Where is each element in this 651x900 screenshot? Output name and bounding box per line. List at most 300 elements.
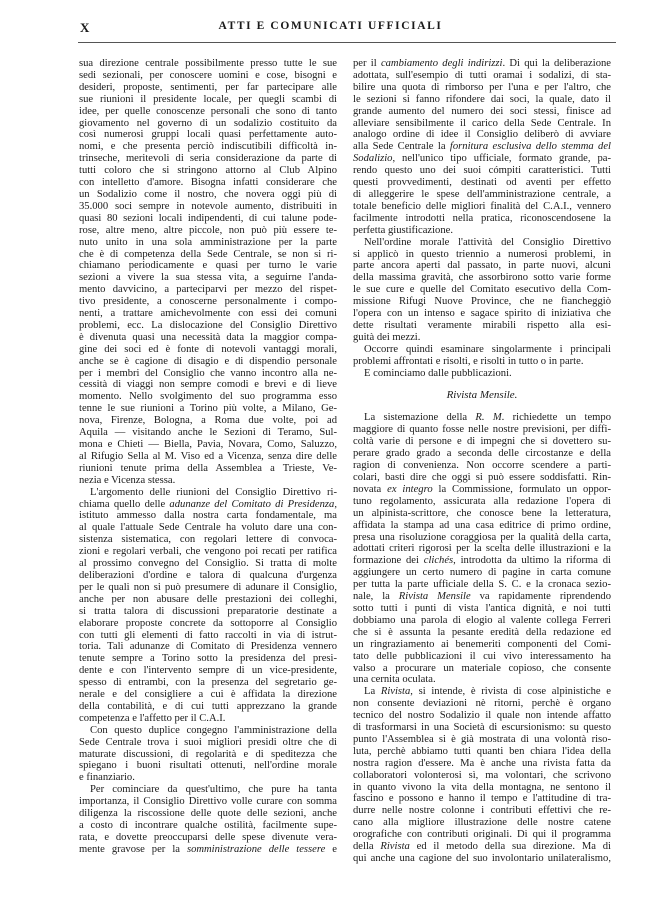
text-line	[79, 487, 337, 499]
text-run: bilire una quota di rimborso per l'una e per l'altro, che	[353, 81, 611, 93]
text-line	[353, 82, 611, 94]
text-run: E cominciamo dalle pubblicazioni.	[364, 367, 512, 379]
text-line	[79, 606, 337, 618]
text-line	[353, 368, 611, 380]
text-run: formazione dei	[353, 555, 424, 567]
text-run: l'opera con un intenso e sagace spirito di iniziativa che	[353, 308, 611, 320]
text-run: alleviare sensibilmente il carico della Sede Centrale. In	[353, 117, 611, 129]
text-line	[79, 546, 337, 558]
italic-text: somministrazione delle tessere	[186, 843, 326, 855]
text-run: tato delle pubblicazioni il cui vivo interessamento ha	[353, 650, 611, 662]
text-run: questi provvedimenti, destinati od aventi per effetto	[353, 177, 611, 189]
text-run: diligenza la riscossione delle quote delle sezioni, anche	[79, 808, 337, 820]
text-run: Aquila — visitando anche le Sezioni di Teramo, Sul-	[79, 427, 337, 439]
text-run: , nell'unico tipo ufficiale, formato grande, pa-	[392, 153, 611, 165]
text-run: rendo questo uno dei suoi cómpiti caratteristici. Tutti	[353, 165, 611, 177]
text-line	[353, 591, 611, 603]
text-run: problemi affrontati e risolti, e risolti in tutto o in parte.	[353, 355, 584, 367]
text-line	[79, 356, 337, 368]
text-run: quasi 80 sezioni locali indipendenti, di cui talune pode-	[79, 212, 337, 224]
text-line	[79, 796, 337, 808]
text-run: le sezioni si fanno rifondere dai soci, la quale, dato il	[353, 93, 611, 105]
text-run: giovamento nel governo di un sodalizio costituito da	[79, 117, 337, 129]
text-run: perare grado grado a seconda delle circostanze e della	[353, 448, 611, 460]
text-line	[79, 177, 337, 189]
text-run: aggiungere un certo numero di pagine in carta comune	[353, 567, 611, 579]
text-line	[353, 543, 611, 555]
text-run: anche per non abusare delle prestazioni dei colleghi,	[79, 593, 337, 605]
text-line	[79, 284, 337, 296]
text-run: riunioni tenute prima della Assemblea a Trieste, Ve-	[79, 462, 337, 474]
text-line	[79, 415, 337, 427]
text-run: maggiore di quanto fosse nelle nostre previsioni, per diffi-	[353, 424, 611, 436]
text-run: tutti coloro che si stringono attorno al Club Alpino	[79, 165, 337, 177]
text-line	[353, 118, 611, 130]
text-run: L'argomento delle riunioni del Consiglio Direttivo ri-	[90, 486, 337, 498]
text-line	[79, 630, 337, 642]
text-line	[79, 427, 337, 439]
text-line	[353, 579, 611, 591]
text-run: Per cominciare da quest'ultimo, che pure ha tanta	[90, 784, 337, 796]
text-run: durre nelle nostre colonne i contributi effettivi che re-	[353, 805, 611, 817]
text-run: va rapidamente riprendendo	[470, 591, 611, 603]
text-line	[353, 532, 611, 544]
text-run: nuto unito in una sola amministrazione per la parte	[79, 236, 337, 248]
text-run: parte ancora aperti dal passato, in parte nuovi, alcuni	[353, 260, 611, 272]
text-line	[353, 758, 611, 770]
text-run: chiamano periodicamente e quasi per turno le varie	[79, 260, 337, 272]
text-run: dente e con l'intervento sempre di un vice-presidente,	[79, 665, 337, 677]
paragraph	[79, 784, 337, 855]
text-run: presa una risoluzione coraggiosa per la qualità della carta,	[353, 531, 611, 543]
text-run: in quanto vivono la vita della montagna, ne sentono il	[353, 781, 611, 793]
text-line	[353, 213, 611, 225]
text-line	[79, 653, 337, 665]
text-line	[353, 260, 611, 272]
text-run: di alleggerire le spese dell'amministrazione centrale, a	[353, 188, 611, 200]
text-run: nova, Firenze, Bologna, a Roma due volte, poi ad	[79, 415, 337, 427]
text-line	[79, 272, 337, 284]
text-line	[353, 106, 611, 118]
text-line	[353, 698, 611, 710]
text-run: della massima gravità, che assorbirono sotto varie forme	[353, 272, 611, 284]
text-line	[79, 213, 337, 225]
text-line	[353, 567, 611, 579]
text-run: adottata, sull'esempio di tutti oramai i sodalizi, di sta-	[353, 69, 611, 81]
text-line	[79, 70, 337, 82]
text-line	[79, 189, 337, 201]
text-line	[353, 344, 611, 356]
text-line	[79, 760, 337, 772]
text-run: con tutti gli elementi di fatto raccolti in via di istrut-	[79, 629, 337, 641]
text-line	[353, 412, 611, 424]
text-line	[353, 448, 611, 460]
text-run: della contabilità, e di cui tutti apprezzano la grande	[79, 700, 337, 712]
text-run: tenne le sue riunioni a Torino più volte, a Milano, Ge-	[79, 403, 337, 415]
text-line	[353, 296, 611, 308]
text-line	[353, 249, 611, 261]
text-run: al quale l'attuale Sede Centrale ha voluto dare una con-	[79, 522, 337, 534]
text-run: rose, altre meno, altre piccole, non può più essere te-	[79, 224, 337, 236]
text-run: totale beneficio delle migliori finalità del C.A.I., vennero	[353, 200, 611, 212]
text-run: cessità di viaggi non sempre comodi e brevi e di lieve	[79, 379, 337, 391]
text-run: orografiche con contributi originali. Di qui il programma	[353, 829, 611, 841]
text-run: a costo di incontrare qualche ostilità, facilmente supe-	[79, 820, 337, 831]
text-line	[79, 201, 337, 213]
text-run: per tutta la parte ufficiale della S. C. e la cronaca sezio-	[353, 579, 611, 591]
text-run: La sistemazione della	[364, 412, 476, 424]
text-line	[353, 603, 611, 615]
text-run: novata	[353, 483, 388, 495]
text-run: non consente deviazioni nè ritorni, perchè è organo	[353, 698, 611, 710]
text-line	[79, 141, 337, 153]
text-line	[79, 713, 337, 725]
text-line	[79, 451, 337, 463]
text-line	[353, 177, 611, 189]
italic-text: cambiamento degli indirizzi	[380, 58, 503, 69]
text-line	[79, 570, 337, 582]
text-run: qui anche una cagione del suo involontario unilateralismo,	[353, 853, 611, 864]
text-line	[353, 555, 611, 567]
text-run: tuno regolamento, assicurata alla redazione l'opera di	[353, 495, 611, 507]
text-line	[79, 296, 337, 308]
text-run: perfetta giustificazione.	[353, 224, 454, 236]
text-line	[79, 737, 337, 749]
italic-text: adunanze del Comitato di Presidenza	[169, 498, 335, 510]
text-run: , introdotta da ultimo la riforma di	[453, 555, 612, 567]
italic-text: ex integro	[387, 483, 433, 495]
text-run: La	[364, 686, 381, 698]
text-run: per i membri del Consiglio che vanno incontro alla ne-	[79, 367, 337, 379]
text-line	[353, 686, 611, 698]
text-run: nenti, a trattare amichevolmente con essi dei comuni	[79, 308, 337, 320]
text-run: sua direzione centrale possibilmente presso tutte le sue	[79, 58, 337, 69]
italic-text: clichés	[423, 555, 454, 567]
text-line	[79, 665, 337, 677]
text-line	[353, 141, 611, 153]
text-run: elaborare proposte concrete da sottoporre al Consiglio	[79, 617, 337, 629]
text-line	[353, 153, 611, 165]
text-run: nale, la	[353, 591, 399, 603]
text-run: nomi, e che presenta perciò indiscutibili difficoltà in-	[79, 141, 337, 153]
text-line	[79, 225, 337, 237]
text-line	[353, 225, 611, 237]
text-line	[79, 522, 337, 534]
text-run: la Commissione, formulato un oppor-	[432, 483, 611, 495]
text-run: luta, perchè abbiamo tutti quanti ben chiara l'idea della	[353, 745, 611, 757]
text-run: tecnico del nostro Sodalizio il quale non intende affatto	[353, 710, 611, 722]
paragraph	[79, 487, 337, 725]
text-run: un ringraziamento ai benemeriti componenti del Comi-	[353, 638, 611, 650]
text-line	[79, 129, 337, 141]
text-line	[353, 284, 611, 296]
text-line	[79, 832, 337, 844]
text-line	[79, 391, 337, 403]
text-run: missione Rifugi Nuove Province, che ne fiancheggiò	[353, 296, 611, 308]
text-run: facilmente introdotti nella pratica, riconoscendosene la	[353, 212, 611, 224]
text-run: Con questo duplice congegno l'amministrazione della	[90, 724, 337, 736]
text-run: dette risultati veramente mirabili rispetto alla esi-	[353, 319, 611, 331]
text-line	[353, 436, 611, 448]
text-line	[353, 639, 611, 651]
text-line	[79, 475, 337, 487]
text-run: toria. Tali adunanze di Comitato di Presidenza vennero	[79, 641, 337, 653]
text-line	[353, 770, 611, 782]
text-line	[79, 772, 337, 784]
text-run: così numerosi gruppi locali quasi perfettamente auto-	[79, 129, 337, 141]
paragraph	[353, 237, 611, 344]
text-run: una cernita oculata.	[353, 674, 436, 686]
text-line	[353, 165, 611, 177]
italic-text: Sodalizio	[353, 153, 393, 165]
text-run: 35.000 soci sempre in notevole aumento, distribuiti in	[79, 200, 337, 212]
paragraph	[353, 412, 611, 686]
text-run: al Rifugio Sella al M. Viso ed a Vicenza, senza dire delle	[79, 450, 337, 462]
text-run: competenza e l'affetto per il C.A.I.	[79, 712, 226, 724]
text-run: gine dei soci ed è fonte di notevoli vantaggi morali,	[79, 343, 337, 355]
text-line	[79, 701, 337, 713]
text-line	[79, 594, 337, 606]
text-line	[79, 725, 337, 737]
text-run: spiegano i buoni risultati ottenuti, nell'ordine morale	[79, 760, 337, 772]
text-run: punto l'Assemblea si è già mostrata di una volontà riso-	[353, 733, 611, 745]
text-line	[353, 508, 611, 520]
text-line	[353, 332, 611, 344]
text-run: un Sodalizio come il nostro, che novera oggi più di	[79, 188, 337, 200]
text-run: valso a procurare un materiale copioso, che consente	[353, 662, 611, 674]
text-line	[79, 344, 337, 356]
text-run: chiama quello delle	[79, 498, 170, 510]
text-line	[79, 784, 337, 796]
text-line	[79, 534, 337, 546]
text-run: che si è assunta la pesante eredità della redazione ed	[353, 626, 611, 638]
text-line	[79, 320, 337, 332]
text-run: sue riunioni il presidente locale, per quegli scambi di	[79, 93, 337, 105]
section-heading: Rivista Mensile.	[446, 389, 518, 402]
text-run: si applicò in questo triennio a numerosi problemi, in	[353, 248, 611, 260]
text-line	[79, 641, 337, 653]
text-line	[79, 618, 337, 630]
paragraph	[353, 368, 611, 380]
text-run: mona e Chieti — Biella, Pavia, Novara, Como, Saluzzo,	[79, 439, 337, 450]
paragraph	[353, 58, 611, 237]
text-line	[353, 841, 611, 853]
text-line	[353, 805, 611, 817]
paragraph	[353, 344, 611, 368]
text-line	[353, 782, 611, 794]
italic-text: R. M	[475, 412, 502, 424]
text-line	[79, 260, 337, 272]
text-line	[353, 308, 611, 320]
text-run: colari, basti dire che oggi si può essere soddisfatti. Rin-	[353, 472, 611, 483]
text-line	[353, 484, 611, 496]
text-line	[79, 510, 337, 522]
text-run: spesso di entrambi, con la presenza del segretario ge-	[79, 677, 337, 689]
italic-text: Rivista	[380, 841, 410, 853]
text-run: e finanziario.	[79, 772, 135, 784]
text-line	[79, 153, 337, 165]
text-run: sezioni a vivere la sua stessa vita, a seguirne l'anda-	[79, 272, 337, 284]
text-run: ragion di convenienza. Non occorre scendere a parti-	[353, 460, 611, 472]
text-run: trinseche, meritevoli di seria considerazione da parte di	[79, 153, 337, 165]
text-line	[79, 379, 337, 391]
text-run: mento davvicino, a parteciparvi per mezzo del rispet-	[79, 284, 337, 296]
text-run: tenute sempre a Torino sotto la presidenza del presi-	[79, 653, 337, 665]
text-run: adottati criteri rigorosi per la scelta delle illustrazioni e la	[353, 543, 611, 555]
text-line	[79, 808, 337, 820]
text-run: fascino e possono e hanno il tempo e l'attitudine di tra-	[353, 793, 611, 805]
text-run: con intelletto d'amore. Bisogna infatti considerare che	[79, 177, 337, 189]
italic-text: fornitura esclusiva dello stemma del	[449, 141, 611, 153]
text-run: cano alla migliore illustrazione delle nostre catene	[353, 817, 611, 829]
text-run: grande aumento del numero dei soci stessi, finisce ad	[353, 105, 611, 117]
text-line	[79, 118, 337, 130]
paragraph	[79, 58, 337, 487]
text-run: nezia e Vicenza stessa.	[79, 474, 176, 486]
text-line	[79, 820, 337, 832]
text-run: Nell'ordine morale l'attività del Consiglio Direttivo	[364, 236, 611, 248]
italic-text: Rivista Mensile	[398, 591, 471, 603]
paragraph	[79, 725, 337, 785]
text-line	[79, 844, 337, 856]
text-line	[79, 439, 337, 451]
text-line	[353, 58, 611, 70]
text-run: . richiedette un tempo	[501, 412, 611, 424]
text-line	[79, 582, 337, 594]
header-rule	[78, 42, 616, 43]
text-run: affidata la stampa ad una casa editrice di primo ordine,	[353, 519, 611, 531]
text-line	[79, 689, 337, 701]
text-line	[79, 82, 337, 94]
text-run: analogo ordine di idee il Consiglio deliberò di avviare	[353, 129, 611, 141]
text-line	[353, 793, 611, 805]
text-line	[353, 615, 611, 627]
text-run: un alpinista-scrittore, che conosce bene la letteratura,	[353, 507, 611, 519]
italic-text: Rivista	[380, 686, 411, 698]
text-run: è divenuta quasi una necessità data la maggior compa-	[79, 331, 337, 343]
text-line	[79, 558, 337, 570]
text-line	[353, 663, 611, 675]
text-line	[353, 129, 611, 141]
text-run: e	[325, 843, 337, 855]
text-run: al prossimo convegno del Consiglio. Si tratta di molte	[79, 558, 337, 570]
text-line	[79, 332, 337, 344]
text-run: ,	[334, 498, 337, 510]
text-line	[79, 165, 337, 177]
text-run: della	[353, 841, 381, 853]
text-line	[353, 460, 611, 472]
text-run: guità dei mezzi.	[353, 331, 421, 343]
text-run: nostra ragion d'essere. Ma è anche una rivista fatta da	[353, 757, 611, 769]
text-line	[79, 94, 337, 106]
paragraph	[353, 686, 611, 865]
text-line	[79, 499, 337, 511]
text-run: tivo presidente, a conoscerne personalmente i compo-	[79, 296, 337, 308]
text-line	[353, 356, 611, 368]
text-run: le sue cure e quelle del Comitato esecutivo della Com-	[353, 284, 611, 296]
text-line	[353, 734, 611, 746]
text-line	[79, 308, 337, 320]
left-column	[79, 58, 337, 856]
text-run: deliberazioni d'ordine e talora di qualcuna d'urgenza	[79, 569, 337, 581]
text-line	[353, 627, 611, 639]
text-run: maturate discussioni, di regolarità e di speditezza che	[79, 748, 337, 760]
text-line	[353, 201, 611, 213]
text-run: sotto tutti i punti di vista l'antica dignità, e noi tutti	[353, 602, 611, 614]
right-column	[353, 58, 611, 865]
text-run: Sede Centrale trova i suoi migliori presidi oltre che di	[79, 736, 337, 748]
text-line	[353, 237, 611, 249]
text-run: sedi sezionali, per conoscere uomini e cose, bisogni e	[79, 69, 337, 81]
text-run: rata, e dovette preoccuparsi delle spese divenute vera-	[79, 831, 337, 843]
text-run: per il	[353, 58, 381, 69]
text-run: . Di qui la deliberazione	[502, 58, 611, 69]
text-run: zioni e regolari verbali, che vengono poi recati per ratifica	[79, 546, 337, 558]
text-line	[353, 70, 611, 82]
text-line	[353, 722, 611, 734]
text-run: , si intende, è rivista di cose alpinistiche e	[410, 686, 612, 698]
text-line	[353, 424, 611, 436]
text-line	[353, 496, 611, 508]
text-run: idee, per quelle conoscenze personali che sono di tanto	[79, 105, 337, 117]
text-line	[79, 463, 337, 475]
text-line	[79, 237, 337, 249]
text-run: problemi, ecc. La dislocazione del Consiglio Direttivo	[79, 319, 337, 331]
text-line	[353, 272, 611, 284]
text-line	[79, 106, 337, 118]
text-run: dobbiamo una parola di elogio al valente collega Ferreri	[353, 614, 611, 626]
text-run: istituto ammesso dalla nostra carta fondamentale, ma	[79, 510, 337, 522]
text-line	[353, 320, 611, 332]
text-line	[79, 249, 337, 261]
text-line	[353, 829, 611, 841]
text-line	[353, 651, 611, 663]
text-run: collaboratori volonterosi sì, ma volontari, che scrivono	[353, 769, 611, 781]
text-run: anche se è cagione di disagio e di dispendio personale	[79, 355, 337, 367]
text-line	[353, 853, 611, 865]
text-line	[353, 472, 611, 484]
text-line	[79, 677, 337, 689]
text-run: per le quali non si può presumere di adunare il Consiglio,	[79, 581, 337, 593]
text-run: che è di competenza della Sede Centrale, se non si ri-	[79, 248, 337, 260]
text-line	[353, 817, 611, 829]
text-run: Occorre quindi esaminare singolarmente i principali	[364, 343, 611, 355]
text-line	[353, 710, 611, 722]
text-run: nerale e del consigliere a cui è affidata la direzione	[79, 689, 337, 701]
text-line	[79, 58, 337, 70]
running-title: ATTI E COMUNICATI UFFICIALI	[218, 20, 443, 32]
text-run: alla Sede Centrale la	[353, 141, 450, 153]
text-run: sistenza sistematica, con regolari lettere di convoca-	[79, 534, 337, 546]
text-run: desideri, proposte, sentimenti, per far partecipare alle	[79, 81, 337, 93]
text-line	[353, 520, 611, 532]
text-run: mente gravose per la	[79, 843, 187, 855]
text-run: momento. Nello svolgimento del suo programma esso	[79, 391, 337, 403]
page-number: X	[80, 20, 90, 35]
text-line	[79, 368, 337, 380]
text-line	[79, 403, 337, 415]
text-run: importanza, il Consiglio Direttivo volle curare con somma	[79, 796, 337, 808]
text-line	[353, 674, 611, 686]
text-run: coltà varie di persone e di impegni che si dovettero su-	[353, 436, 611, 448]
text-run: di trasformarsi in una Società di escursionismo: su questo	[353, 722, 611, 734]
text-run: ed il metodo della sua direzione. Ma di	[409, 841, 611, 853]
text-run: si tratta talora di discussioni preparatorie destinate a	[79, 605, 337, 617]
text-line	[353, 189, 611, 201]
text-line	[353, 746, 611, 758]
text-line	[79, 749, 337, 761]
text-line	[353, 94, 611, 106]
